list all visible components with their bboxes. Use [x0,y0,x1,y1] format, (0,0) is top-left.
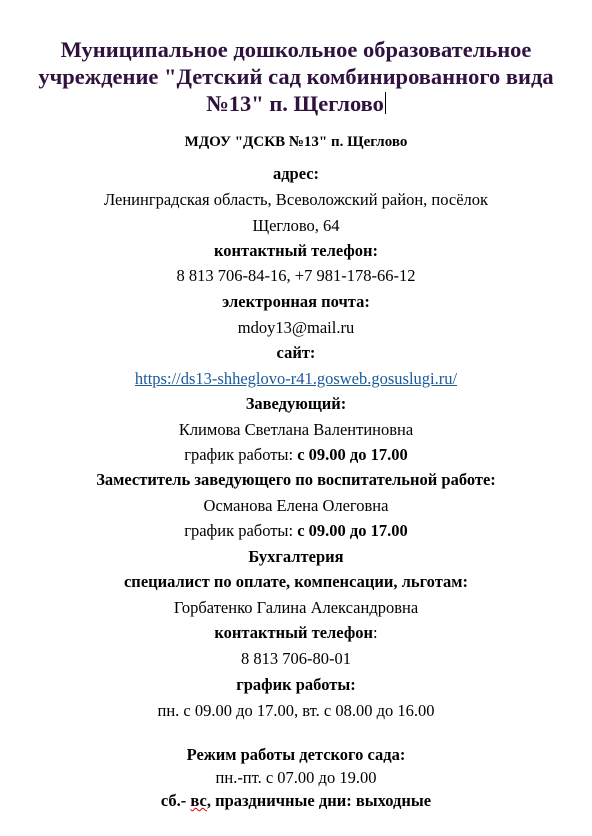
accounting-label: Бухгалтерия [248,547,344,566]
document-title: Муниципальное дошкольное образовательное учреждение "Детский сад комбинированного вида №13" п. Щеглово [38,37,554,116]
site-label: сайт: [276,343,316,362]
site-link[interactable]: https://ds13-shheglovo-r41.gosweb.gosuslugi.ru/ [134,369,458,388]
address-label: адрес: [272,164,320,183]
email-value: mdoy13@mail.ru [237,318,355,337]
head-label: Заведующий: [245,394,347,413]
mode-weekend [0,791,592,811]
deputy-schedule-value: с 09.00 до 17.00 [297,521,408,540]
specialist-phone-colon: : [373,623,378,642]
address-line-1: Ленинградская область, Всеволожский район, посёлок [103,190,489,209]
email-label: электронная почта: [222,292,370,311]
deputy-schedule [0,521,592,541]
short-name: МДОУ "ДСКВ №13" п. Щеглово [184,134,408,150]
specialist-label: специалист по оплате, компенсации, льготам: [123,572,468,591]
phone-label: контактный телефон: [213,241,379,260]
specialist-phone-value: 8 813 706-80-01 [241,649,351,668]
address-line-2: Щеглово, 64 [252,216,340,235]
mode-weekend-suffix: , праздничные дни: выходные [206,791,432,810]
site-link-row [0,369,592,389]
head-schedule [0,445,592,465]
head-schedule-value: с 09.00 до 17.00 [297,445,408,464]
specialist-schedule-label: график работы: [236,675,356,694]
specialist-schedule-value: пн. с 09.00 до 17.00, вт. с 08.00 до 16.00 [157,701,435,720]
mode-weekend-prefix: сб.- [160,791,191,810]
head-name: Климова Светлана Валентиновна [178,420,414,439]
specialist-phone-label: контактный телефон [214,623,374,642]
specialist-name: Горбатенко Галина Александровна [173,598,419,617]
head-schedule-prefix: график работы: [184,445,298,464]
text-cursor [385,92,386,114]
deputy-name: Османова Елена Олеговна [203,496,389,515]
phone-value: 8 813 706-84-16, +7 981-178-66-12 [176,266,416,285]
deputy-label: Заместитель заведующего по воспитательной работе: [96,470,496,489]
specialist-phone-label-row [0,623,592,643]
mode-weekdays: пн.-пт. с 07.00 до 19.00 [215,768,377,787]
mode-label: Режим работы детского сада: [186,745,406,764]
mode-weekend-vs: вс [190,791,207,810]
deputy-schedule-prefix: график работы: [184,521,298,540]
